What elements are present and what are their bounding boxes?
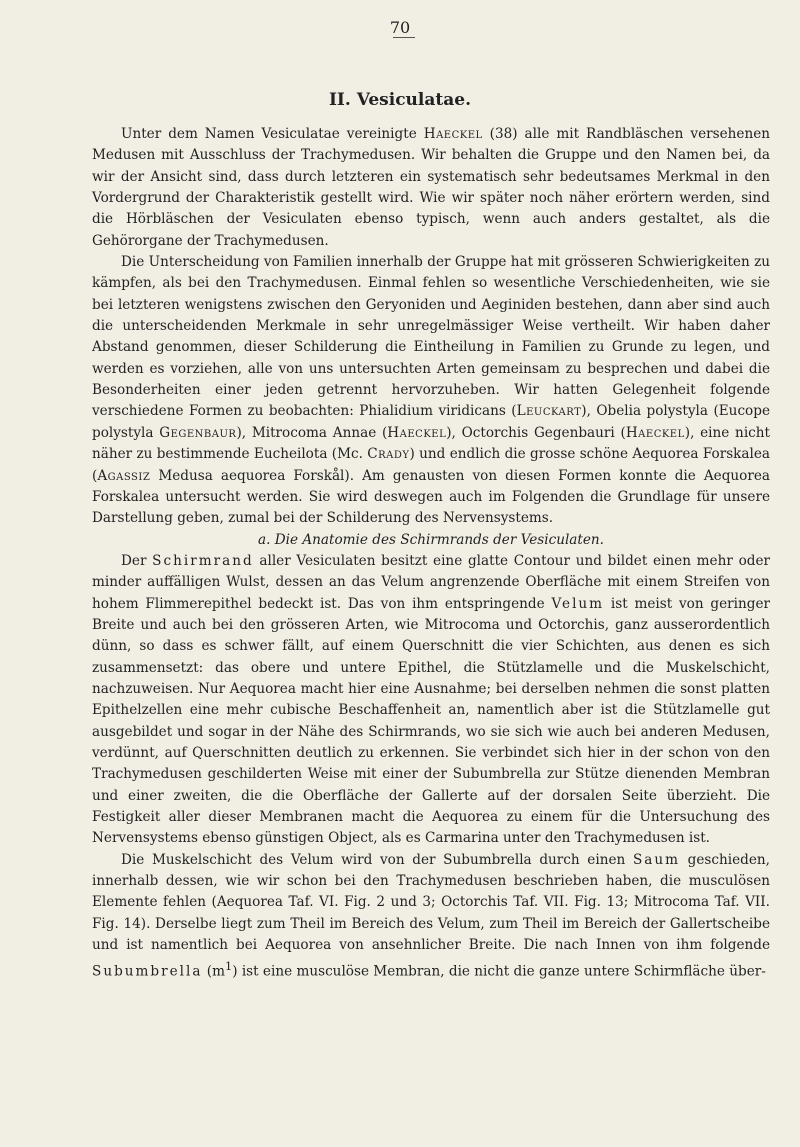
author-name: Haeckel <box>387 424 447 441</box>
paragraph-3 <box>92 551 770 850</box>
text-run: geschieden, innerhalb dessen, wie wir schon bei den Trachymedusen beschrieben haben, die musculösen Elemente fehlen (Aequorea Taf. VI. Fig. 2 und 3; Octorchis Taf. VII. Fig. 13; Mitrocoma Taf. VII. Fig. 14). Derselbe liegt zum Theil im Bereich des Velum, zum Theil im Bereich der Gallertscheibe und ist namentlich bei Aequorea von ansehnlicher Breite. Die nach Innen von ihm folgende <box>92 851 770 954</box>
header-rule <box>393 37 415 38</box>
author-name: Haeckel <box>625 424 685 441</box>
body-text <box>92 124 770 983</box>
text-run: Die Unterscheidung von Familien innerhalb der Gruppe hat mit grösseren Schwierigkeiten zu kämpfen, als bei den Trachymedusen. Einmal fehlen so wesentliche Verschiedenheiten, wie sie bei letzteren wenigstens zwischen den Geryoniden und Aeginiden bestehen, dann aber sind auch die unterscheidenden Merkmale in sehr unregelmässiger Weise vertheilt. Wir haben daher Abstand genommen, dieser Schilderung die Eintheilung in Familien zu Grunde zu legen, und werden es vorziehen, alle von uns untersuchten Arten gemeinsam zu besprechen und dabei die Besonderheiten einer jeden getrennt hervorzuheben. Wir hatten Gelegenheit folgende verschiedene Formen zu beobachten: Phialidium viridicans ( <box>92 254 770 420</box>
text-run: Medusa aequorea Forskål). Am genausten von diesen Formen konnte die Aequorea Forskalea untersucht werden. Sie wird deswegen auch im Folgenden die Grundlage für unsere Darstellung geben, zumal bei der Schilderung des Nervensystems. <box>92 467 770 527</box>
subsection-heading: a. Die Anatomie des Schirmrands der Vesiculaten. <box>257 531 604 548</box>
spaced-term: Subumbrella <box>92 963 203 980</box>
text-run: Unter dem Namen Vesiculatae vereinigte <box>121 126 424 142</box>
text-run: ), Obelia polystyla (Eucope polystyla <box>92 403 770 441</box>
text-run: ), eine nicht näher zu bestimmende Eucheilota (Mc. <box>92 424 770 463</box>
text-run: (38) alle mit Randbläschen versehenen Medusen mit Ausschluss der Trachymedusen. Wir behalten die Gruppe und den Namen bei, da wir der Ansicht sind, dass durch letzteren ein systematisch sehr bedeutsames Merkmal in den Vordergrund der Charakteristik gestellt wird. Wie wir später noch näher erörtern werden, sind die Hörbläschen der Vesiculaten ebenso typisch, wenn auch anders gestaltet, als die Gehörorgane der Trachymedusen. <box>92 126 770 249</box>
paragraph-4 <box>92 850 770 984</box>
author-name: Gegenbaur <box>159 424 237 441</box>
spaced-term: Schirmrand <box>152 552 254 569</box>
text-run: ist meist von geringer Breite und auch bei den grösseren Arten, wie Mitrocoma und Octorchis, ganz ausserordentlich dünn, so dass es schwer fällt, auf einem Querschnitt die vier Schichten, aus denen es sich zusammensetzt: das obere und untere Epithel, die Stützlamelle und die Muskelschicht, nachzuweisen. Nur Aequorea macht hier eine Ausnahme; bei derselben nehmen die sonst platten Epithelzellen eine mehr cubische Beschaffenheit an, namentlich aber ist die Stützlamelle gut ausgebildet und sogar in der Nähe des Schirmrands, wo sie sich wie auch bei anderen Medusen, verdünnt, auf Querschnitten deutlich zu erkennen. Sie verbindet sich hier in der schon von den Trachymedusen geschilderten Weise mit einer der Subumbrella zur Stütze dienenden Membran und einer zweiten, die die Oberfläche der Gallerte auf der dorsalen Seite überzieht. Die Festigkeit aller dieser Membranen macht die Aequorea zu einem für die Untersuchung des Nervensystems ebenso günstigen Object, als es Carmarina unter den Trachymedusen ist. <box>92 595 770 847</box>
text-run: Der <box>121 552 153 569</box>
spaced-term: Saum <box>632 851 680 868</box>
author-name: Leuckart <box>516 403 582 420</box>
text-run: ) ist eine musculöse Membran, die nicht die ganze untere Schirmfläche über- <box>232 963 766 980</box>
spaced-term: Velum <box>551 595 605 612</box>
text-run: aller Vesiculaten besitzt eine glatte Contour und bildet einen mehr oder minder auffälligen Wulst, dessen an das Velum angrenzende Oberfläche mit einem Streifen von hohem Flimmerepithel bedeckt ist. Das von ihm entspringende <box>92 552 771 612</box>
paragraph-2 <box>92 252 770 529</box>
author-name: Crady <box>367 446 410 463</box>
text-run: ), Octorchis Gegenbauri ( <box>446 424 626 441</box>
text-run: ) und endlich die grosse schöne Aequorea Forskalea ( <box>92 446 771 484</box>
text-run: Die Muskelschicht des Velum wird von der Subumbrella durch einen <box>121 851 633 868</box>
text-run: (m <box>202 963 225 980</box>
section-heading: II. Vesiculatae. <box>328 90 471 110</box>
superscript: 1 <box>224 959 233 974</box>
text-run: ), Mitrocoma Annae ( <box>236 424 388 441</box>
author-name: Haeckel <box>423 126 483 142</box>
paragraph-1 <box>92 124 770 252</box>
page-number: 70 <box>389 18 411 37</box>
author-name: Agassiz <box>97 467 151 484</box>
